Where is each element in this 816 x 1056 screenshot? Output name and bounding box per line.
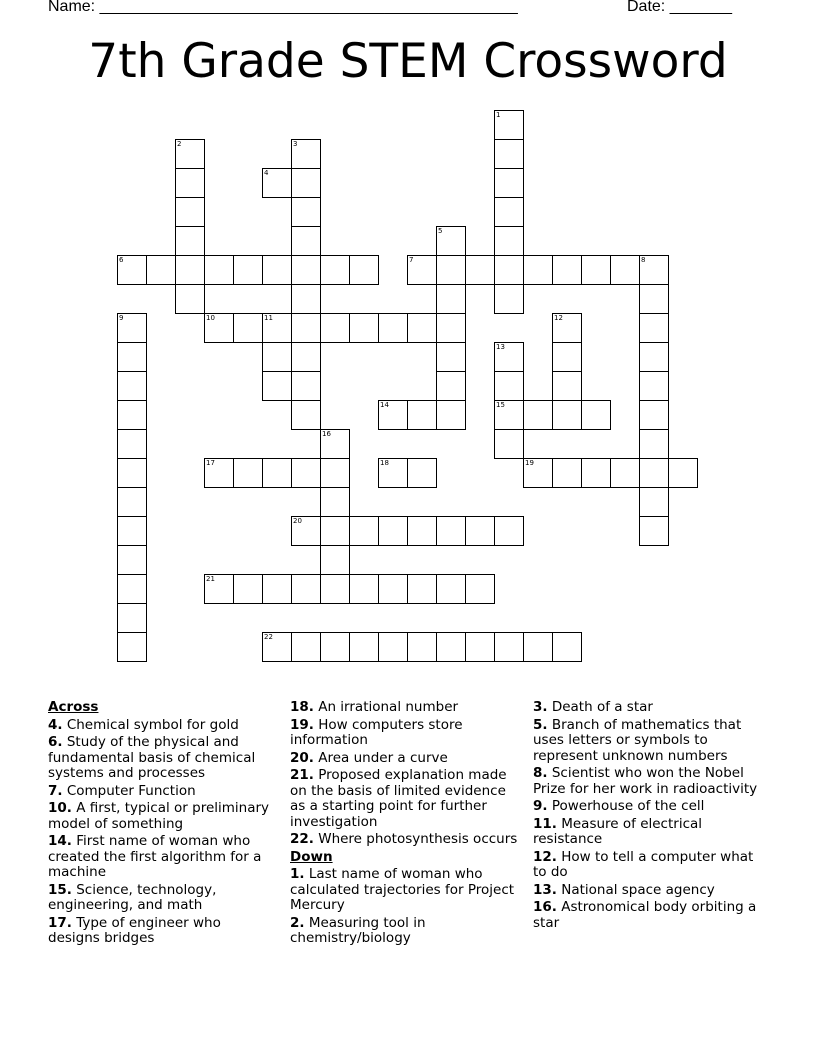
crossword-cell[interactable] xyxy=(552,255,582,285)
clue-down-9: 9. Powerhouse of the cell xyxy=(533,798,705,814)
crossword-cell[interactable] xyxy=(291,371,321,401)
crossword-cell[interactable] xyxy=(494,400,524,430)
crossword-cell[interactable] xyxy=(436,400,466,430)
down-heading: Down xyxy=(290,848,333,865)
crossword-cell[interactable] xyxy=(523,458,553,488)
crossword-cell[interactable] xyxy=(639,458,669,488)
crossword-cell[interactable] xyxy=(494,110,524,140)
cell-number: 5 xyxy=(438,227,443,235)
crossword-cell[interactable] xyxy=(581,458,611,488)
crossword-cell[interactable] xyxy=(494,139,524,169)
cell-number: 16 xyxy=(322,430,331,438)
crossword-cell[interactable] xyxy=(117,429,147,459)
date-line[interactable]: Date: _______ xyxy=(627,0,732,15)
crossword-cell[interactable] xyxy=(291,574,321,604)
crossword-cell[interactable] xyxy=(639,284,669,314)
cell-number: 3 xyxy=(293,140,298,148)
header xyxy=(48,0,748,20)
crossword-cell[interactable] xyxy=(291,226,321,256)
crossword-cell[interactable] xyxy=(494,342,524,372)
crossword-cell[interactable] xyxy=(291,632,321,662)
crossword-cell[interactable] xyxy=(175,139,205,169)
page-title: 7th Grade STEM Crossword xyxy=(88,34,728,89)
crossword-cell[interactable] xyxy=(262,255,292,285)
crossword-cell[interactable] xyxy=(291,458,321,488)
crossword-cell[interactable] xyxy=(175,197,205,227)
crossword-cell[interactable] xyxy=(320,313,350,343)
cell-number: 2 xyxy=(177,140,182,148)
cell-number: 20 xyxy=(293,517,302,525)
cell-number: 15 xyxy=(496,401,505,409)
crossword-cell[interactable] xyxy=(552,371,582,401)
crossword-cell[interactable] xyxy=(291,255,321,285)
crossword-cell[interactable] xyxy=(117,342,147,372)
crossword-cell[interactable] xyxy=(494,226,524,256)
crossword-cell[interactable] xyxy=(233,574,263,604)
crossword-cell[interactable] xyxy=(320,574,350,604)
crossword-cell[interactable] xyxy=(436,226,466,256)
clue-across-17: 17. Type of engineer who designs bridges xyxy=(48,914,221,946)
crossword-cell[interactable] xyxy=(465,574,495,604)
crossword-cell[interactable] xyxy=(320,255,350,285)
cell-number: 9 xyxy=(119,314,124,322)
clue-down-5: 5. Branch of mathematics that uses letters or symbols to represent unknown numbers xyxy=(533,716,742,764)
crossword-cell[interactable] xyxy=(465,516,495,546)
crossword-cell[interactable] xyxy=(262,168,292,198)
clue-across-7: 7. Computer Function xyxy=(48,782,196,799)
cell-number: 17 xyxy=(206,459,215,467)
clues-column-3 xyxy=(533,700,763,933)
crossword-cell[interactable] xyxy=(320,429,350,459)
crossword-cell[interactable] xyxy=(436,574,466,604)
crossword-cell[interactable] xyxy=(291,284,321,314)
crossword-cell[interactable] xyxy=(117,574,147,604)
crossword-cell[interactable] xyxy=(639,429,669,459)
crossword-cell[interactable] xyxy=(349,255,379,285)
crossword-cell[interactable] xyxy=(610,255,640,285)
crossword-cell[interactable] xyxy=(552,458,582,488)
crossword-cell[interactable] xyxy=(639,516,669,546)
crossword-cell[interactable] xyxy=(523,632,553,662)
cell-number: 7 xyxy=(409,256,414,264)
clues-column-1 xyxy=(48,700,276,949)
clue-across-6: 6. Study of the physical and fundamental basis of chemical systems and processes xyxy=(48,734,256,781)
crossword-cell[interactable] xyxy=(262,458,292,488)
crossword-cell[interactable] xyxy=(320,545,350,575)
crossword-cell[interactable] xyxy=(204,255,234,285)
crossword-cell[interactable] xyxy=(175,168,205,198)
crossword-cell[interactable] xyxy=(494,429,524,459)
crossword-cell[interactable] xyxy=(204,313,234,343)
crossword-cell[interactable] xyxy=(291,313,321,343)
crossword-cell[interactable] xyxy=(465,632,495,662)
crossword-cell[interactable] xyxy=(523,400,553,430)
crossword-cell[interactable] xyxy=(262,313,292,343)
crossword-cell[interactable] xyxy=(117,516,147,546)
clue-across-22: 22. Where photosynthesis occurs xyxy=(290,831,518,847)
crossword-cell[interactable] xyxy=(146,255,176,285)
crossword-cell[interactable] xyxy=(639,255,669,285)
crossword-cell[interactable] xyxy=(291,342,321,372)
crossword-cell[interactable] xyxy=(320,458,350,488)
crossword-cell[interactable] xyxy=(494,255,524,285)
crossword-cell[interactable] xyxy=(552,400,582,430)
crossword-cell[interactable] xyxy=(407,400,437,430)
clue-across-10: 10. A first, typical or preliminary model of something xyxy=(48,800,270,832)
across-heading: Across xyxy=(48,699,99,715)
crossword-cell[interactable] xyxy=(465,255,495,285)
clue-down-13: 13. National space agency xyxy=(533,881,715,898)
cell-number: 12 xyxy=(554,314,563,322)
cell-number: 18 xyxy=(380,459,389,467)
crossword-cell[interactable] xyxy=(494,371,524,401)
crossword-cell[interactable] xyxy=(494,168,524,198)
crossword-cell[interactable] xyxy=(494,632,524,662)
crossword-cell[interactable] xyxy=(175,255,205,285)
crossword-cell[interactable] xyxy=(117,371,147,401)
crossword-cell[interactable] xyxy=(494,284,524,314)
clue-across-20: 20. Area under a curve xyxy=(290,749,448,766)
crossword-cell[interactable] xyxy=(262,371,292,401)
cell-number: 19 xyxy=(525,459,534,467)
crossword-cell[interactable] xyxy=(523,255,553,285)
crossword-cell[interactable] xyxy=(378,574,408,604)
crossword-cell[interactable] xyxy=(581,400,611,430)
clue-down-16: 16. Astronomical body orbiting a star xyxy=(533,899,757,931)
crossword-cell[interactable] xyxy=(407,574,437,604)
crossword-cell[interactable] xyxy=(407,255,437,285)
crossword-cell[interactable] xyxy=(639,313,669,343)
cell-number: 8 xyxy=(641,256,646,264)
crossword-cell[interactable] xyxy=(349,516,379,546)
crossword-cell[interactable] xyxy=(378,516,408,546)
crossword-cell[interactable] xyxy=(378,313,408,343)
crossword-cell[interactable] xyxy=(668,458,698,488)
crossword-cell[interactable] xyxy=(175,226,205,256)
name-line[interactable]: Name: _______________________________________________ xyxy=(48,0,518,15)
crossword-cell[interactable] xyxy=(436,313,466,343)
crossword-cell[interactable] xyxy=(581,255,611,285)
crossword-cell[interactable] xyxy=(552,313,582,343)
crossword-cell[interactable] xyxy=(291,168,321,198)
crossword-cell[interactable] xyxy=(291,400,321,430)
crossword-cell[interactable] xyxy=(262,632,292,662)
cell-number: 13 xyxy=(496,343,505,351)
clue-down-11: 11. Measure of electrical resistance xyxy=(533,815,703,847)
clues-column-2 xyxy=(290,700,520,949)
crossword-cell[interactable] xyxy=(117,400,147,430)
crossword-cell[interactable] xyxy=(407,458,437,488)
crossword-cell[interactable] xyxy=(407,313,437,343)
crossword-cell[interactable] xyxy=(117,487,147,517)
clue-across-15: 15. Science, technology, engineering, and math xyxy=(48,881,217,913)
crossword-cell[interactable] xyxy=(291,197,321,227)
cell-number: 6 xyxy=(119,256,124,264)
crossword-cell[interactable] xyxy=(639,400,669,430)
clue-across-19: 19. How computers store information xyxy=(290,716,463,748)
clue-down-1: 1. Last name of woman who calculated trajectories for Project Mercury xyxy=(290,866,515,913)
crossword-cell[interactable] xyxy=(349,574,379,604)
clue-across-14: 14. First name of woman who created the first algorithm for a machine xyxy=(48,833,262,880)
crossword-cell[interactable] xyxy=(117,255,147,285)
crossword-cell[interactable] xyxy=(117,603,147,633)
crossword-cell[interactable] xyxy=(436,284,466,314)
crossword-cell[interactable] xyxy=(494,516,524,546)
crossword-cell[interactable] xyxy=(639,342,669,372)
crossword-cell[interactable] xyxy=(552,632,582,662)
crossword-cell[interactable] xyxy=(175,284,205,314)
crossword-cell[interactable] xyxy=(262,574,292,604)
crossword-cell[interactable] xyxy=(320,487,350,517)
crossword-cell[interactable] xyxy=(552,342,582,372)
crossword-cell[interactable] xyxy=(407,516,437,546)
crossword-cell[interactable] xyxy=(349,632,379,662)
crossword-cell[interactable] xyxy=(117,458,147,488)
crossword-cell[interactable] xyxy=(320,516,350,546)
crossword-cell[interactable] xyxy=(117,545,147,575)
clue-down-2: 2. Measuring tool in chemistry/biology xyxy=(290,914,426,946)
crossword-cell[interactable] xyxy=(233,313,263,343)
crossword-cell[interactable] xyxy=(378,458,408,488)
crossword-cell[interactable] xyxy=(233,255,263,285)
crossword-cell[interactable] xyxy=(436,632,466,662)
crossword-cell[interactable] xyxy=(378,400,408,430)
cell-number: 4 xyxy=(264,169,269,177)
cell-number: 22 xyxy=(264,633,273,641)
cell-number: 1 xyxy=(496,111,501,119)
clue-down-12: 12. How to tell a computer what to do xyxy=(533,848,754,880)
cell-number: 10 xyxy=(206,314,215,322)
crossword-cell[interactable] xyxy=(320,632,350,662)
clue-down-8: 8. Scientist who won the Nobel Prize for her work in radioactivity xyxy=(533,765,758,797)
clue-across-21: 21. Proposed explanation made on the basis of limited evidence as a starting point for further investigation xyxy=(290,767,507,830)
crossword-cell[interactable] xyxy=(204,458,234,488)
crossword-cell[interactable] xyxy=(436,371,466,401)
clue-across-18: 18. An irrational number xyxy=(290,699,459,715)
crossword-cell[interactable] xyxy=(610,458,640,488)
crossword-cell[interactable] xyxy=(639,371,669,401)
crossword-cell[interactable] xyxy=(436,342,466,372)
crossword-cell[interactable] xyxy=(204,574,234,604)
crossword-cell[interactable] xyxy=(291,516,321,546)
crossword-cell[interactable] xyxy=(117,632,147,662)
crossword-cell[interactable] xyxy=(291,139,321,169)
crossword-cell[interactable] xyxy=(407,632,437,662)
crossword-cell[interactable] xyxy=(436,255,466,285)
crossword-cell[interactable] xyxy=(436,516,466,546)
cell-number: 14 xyxy=(380,401,389,409)
crossword-cell[interactable] xyxy=(378,632,408,662)
crossword-cell[interactable] xyxy=(349,313,379,343)
crossword-cell[interactable] xyxy=(233,458,263,488)
crossword-cell[interactable] xyxy=(262,342,292,372)
clue-across-4: 4. Chemical symbol for gold xyxy=(48,716,239,733)
crossword-cell[interactable] xyxy=(639,487,669,517)
cell-number: 21 xyxy=(206,575,215,583)
crossword-cell[interactable] xyxy=(494,197,524,227)
cell-number: 11 xyxy=(264,314,273,322)
crossword-cell[interactable] xyxy=(117,313,147,343)
clue-down-3: 3. Death of a star xyxy=(533,699,653,715)
